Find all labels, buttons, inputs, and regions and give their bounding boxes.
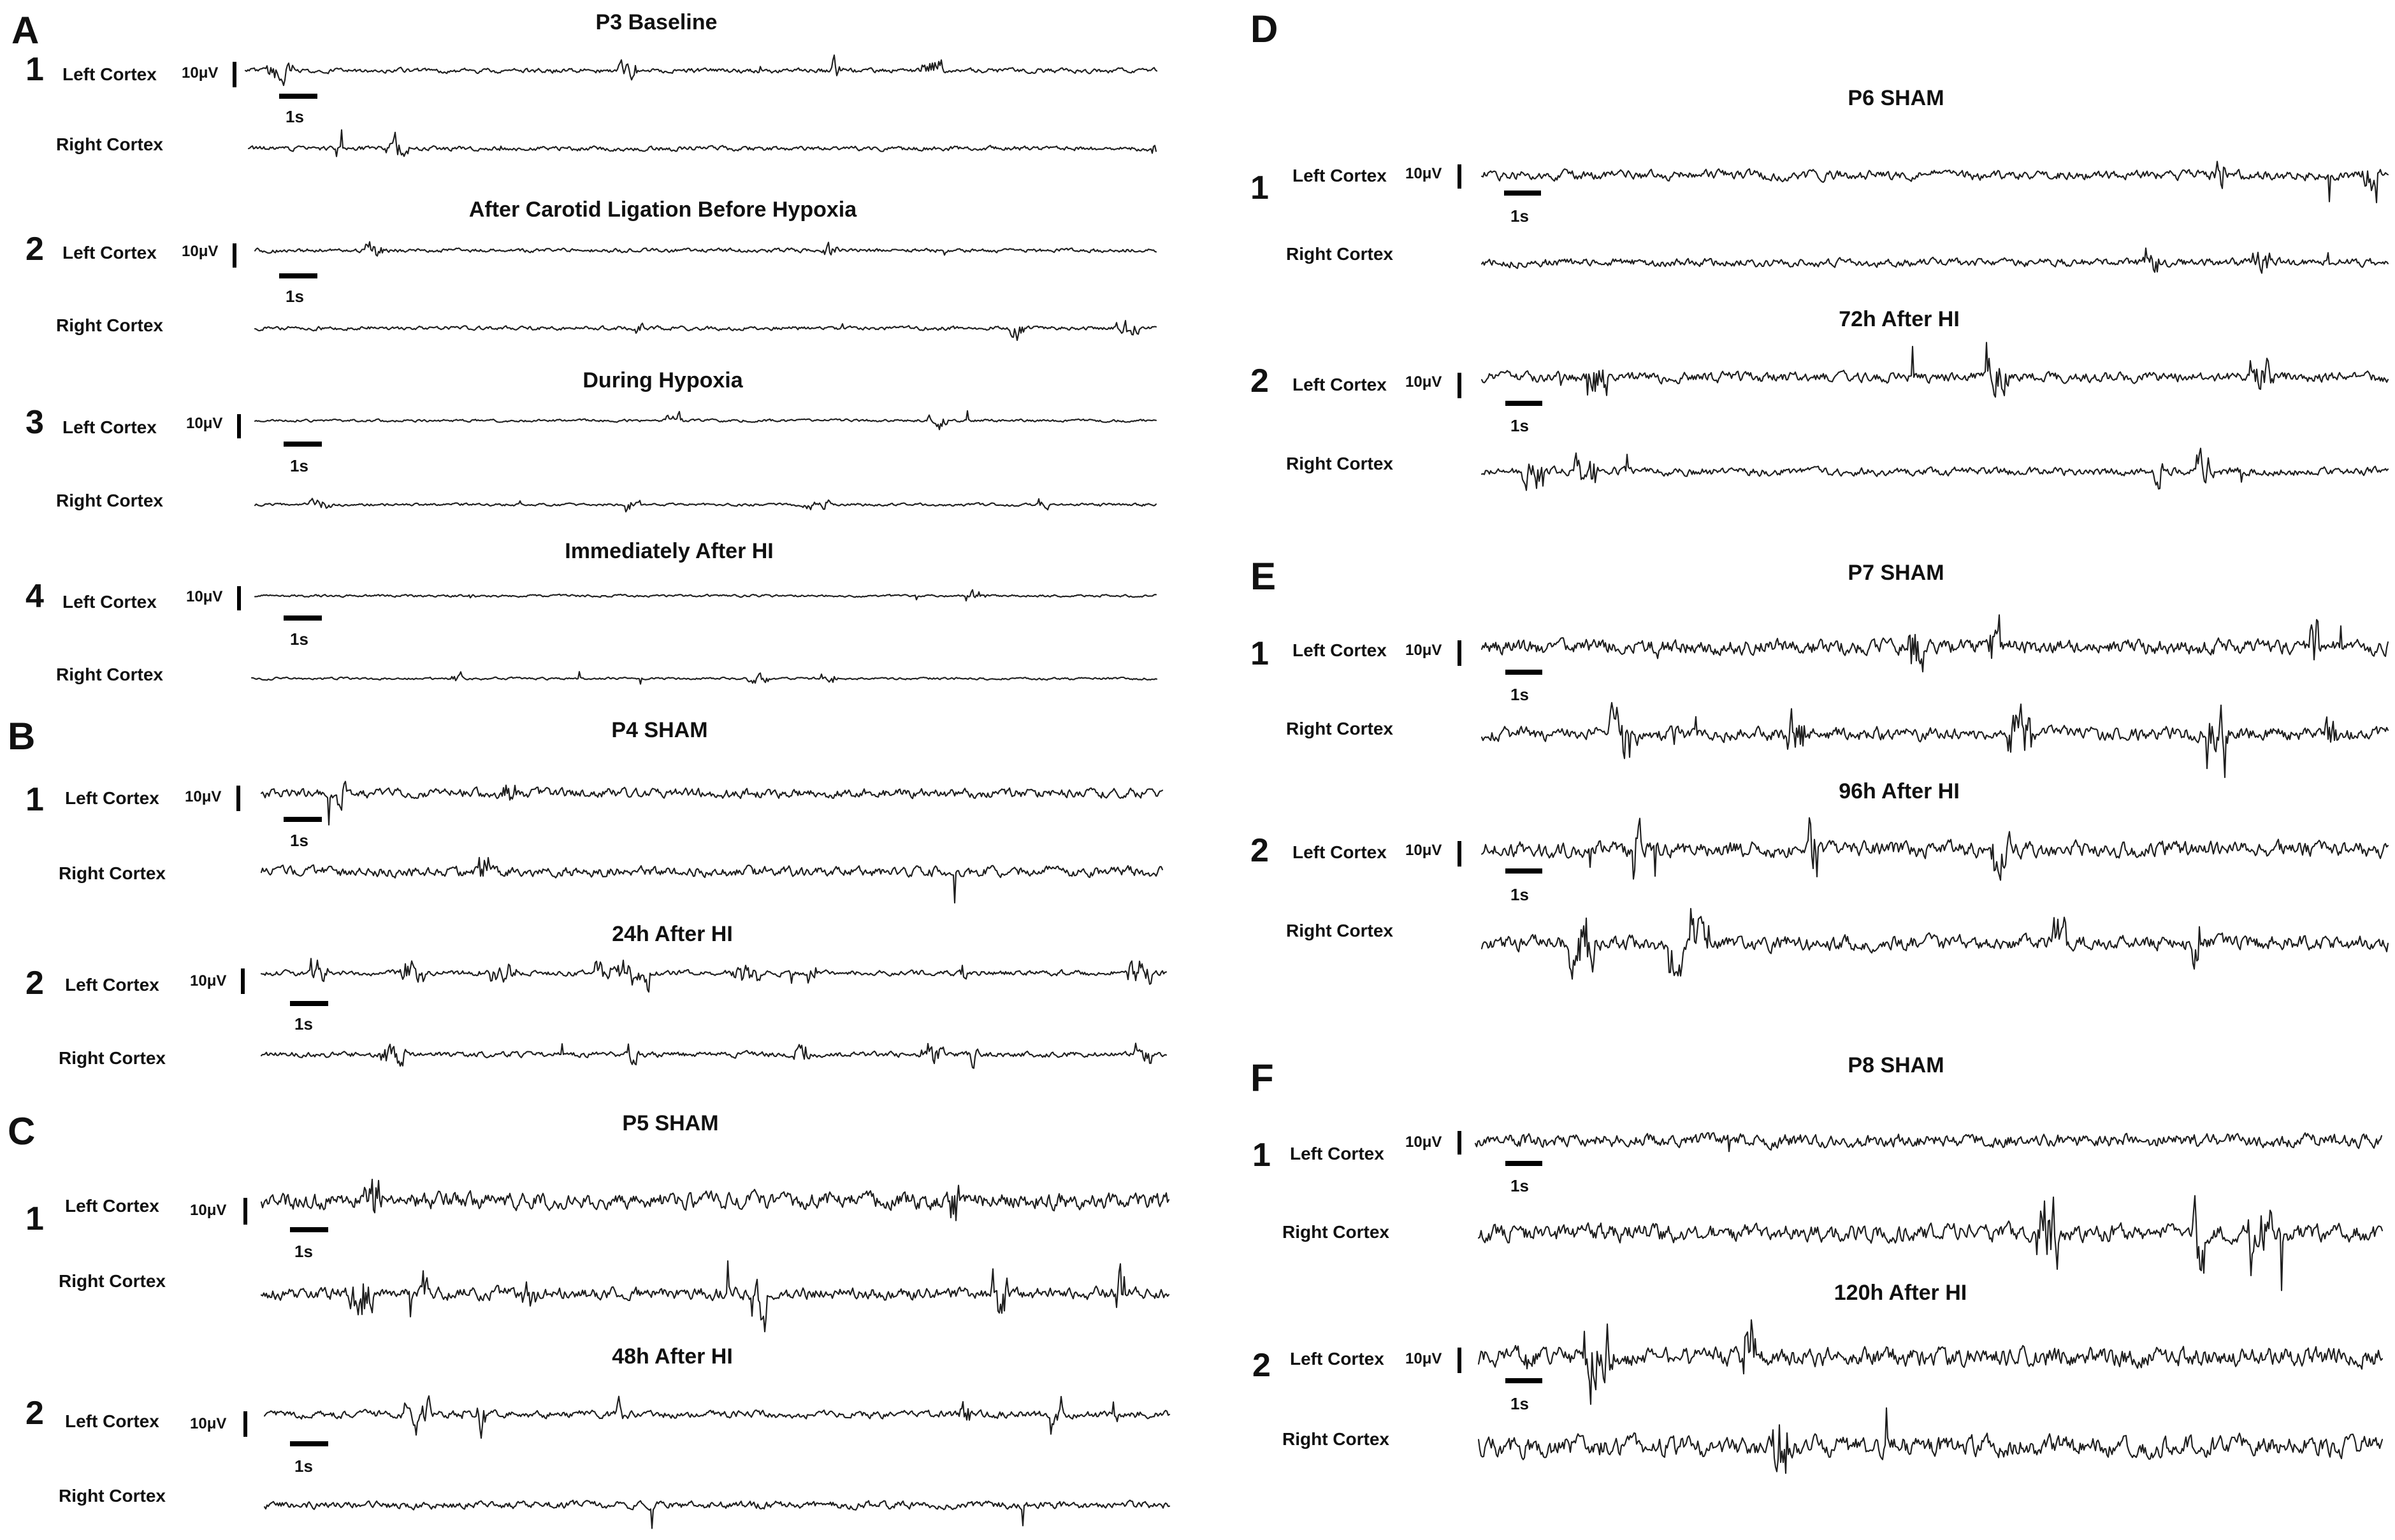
panel-letter-f: F: [1250, 1056, 1274, 1099]
panel-letter-d: D: [1250, 8, 1278, 50]
recording-title: During Hypoxia: [582, 368, 743, 392]
right-cortex-label: Right Cortex: [59, 1048, 166, 1068]
left-cortex-label: Left Cortex: [1292, 166, 1387, 185]
recording-title: 96h After HI: [1839, 779, 1960, 803]
recording-number: 2: [25, 1395, 44, 1432]
recording-number: 1: [1252, 1137, 1271, 1174]
eeg-trace-left-cortex: [255, 242, 1156, 256]
eeg-trace-left-cortex: [1475, 1133, 2382, 1151]
amplitude-scale-label: 10μV: [186, 588, 223, 605]
amplitude-scale-label: 10μV: [1405, 1133, 1442, 1151]
recording-number: 2: [25, 231, 44, 268]
recording-number: 1: [1250, 169, 1269, 206]
right-cortex-label: Right Cortex: [1286, 244, 1393, 264]
amplitude-scale-label: 10μV: [1405, 1350, 1442, 1367]
eeg-trace-right-cortex: [1482, 909, 2388, 979]
amplitude-scale-label: 10μV: [190, 1415, 227, 1432]
recording-title: P8 SHAM: [1848, 1053, 1944, 1077]
left-cortex-label: Left Cortex: [65, 1411, 159, 1431]
recording-title: 120h After HI: [1834, 1281, 1967, 1305]
left-cortex-label: Left Cortex: [1292, 375, 1387, 394]
recording-title: Immediately After HI: [565, 539, 774, 563]
amplitude-scale-label: 10μV: [186, 415, 223, 432]
right-cortex-label: Right Cortex: [1286, 921, 1393, 940]
time-scale-label: 1s: [290, 456, 308, 475]
recording-number: 2: [25, 965, 44, 1002]
amplitude-scale-label: 10μV: [182, 64, 219, 82]
eeg-trace-left-cortex: [261, 958, 1166, 991]
eeg-trace-left-cortex: [245, 55, 1157, 86]
time-scale-label: 1s: [286, 287, 304, 306]
amplitude-scale-label: 10μV: [182, 243, 219, 260]
recording-title: P7 SHAM: [1848, 561, 1944, 585]
recording-number: 1: [25, 1200, 44, 1237]
time-scale-label: 1s: [286, 107, 304, 126]
right-cortex-label: Right Cortex: [56, 665, 163, 684]
eeg-trace-left-cortex: [261, 782, 1162, 825]
amplitude-scale-label: 10μV: [1405, 165, 1442, 182]
recording-title: 72h After HI: [1839, 307, 1960, 331]
left-cortex-label: Left Cortex: [1290, 1349, 1384, 1369]
eeg-trace-right-cortex: [1479, 1408, 2382, 1473]
recording-number: 1: [1250, 635, 1269, 672]
recording-title: 48h After HI: [612, 1344, 733, 1369]
eeg-trace-right-cortex: [261, 1043, 1166, 1068]
eeg-trace-left-cortex: [1482, 161, 2388, 203]
eeg-trace-right-cortex: [261, 1261, 1169, 1332]
right-cortex-label: Right Cortex: [56, 491, 163, 510]
amplitude-scale-label: 10μV: [190, 1202, 227, 1219]
eeg-trace-left-cortex: [1482, 615, 2388, 672]
eeg-trace-left-cortex: [1482, 818, 2388, 881]
time-scale-label: 1s: [1510, 416, 1529, 435]
eeg-trace-left-cortex: [261, 1179, 1169, 1221]
time-scale-label: 1s: [290, 630, 308, 649]
right-cortex-label: Right Cortex: [1286, 719, 1393, 738]
time-scale-label: 1s: [1510, 885, 1529, 904]
eeg-trace-left-cortex: [255, 411, 1156, 429]
right-cortex-label: Right Cortex: [56, 315, 163, 335]
left-cortex-label: Left Cortex: [1290, 1144, 1384, 1163]
time-scale-label: 1s: [294, 1014, 313, 1033]
eeg-trace-right-cortex: [264, 1500, 1169, 1529]
left-cortex-label: Left Cortex: [65, 975, 159, 995]
time-scale-label: 1s: [1510, 206, 1529, 226]
eeg-trace-right-cortex: [1482, 248, 2388, 273]
left-cortex-label: Left Cortex: [62, 243, 157, 263]
left-cortex-label: Left Cortex: [62, 64, 157, 84]
left-cortex-label: Left Cortex: [65, 1196, 159, 1216]
recording-title: After Carotid Ligation Before Hypoxia: [468, 198, 857, 222]
right-cortex-label: Right Cortex: [1282, 1222, 1389, 1242]
panel-letter-c: C: [8, 1110, 36, 1153]
recording-title: P5 SHAM: [622, 1111, 719, 1135]
time-scale-label: 1s: [1510, 685, 1529, 704]
right-cortex-label: Right Cortex: [1286, 454, 1393, 473]
panel-letter-e: E: [1250, 555, 1277, 598]
amplitude-scale-label: 10μV: [1405, 642, 1442, 659]
eeg-trace-left-cortex: [264, 1396, 1169, 1438]
recording-title: 24h After HI: [612, 922, 733, 946]
eeg-trace-right-cortex: [252, 672, 1157, 684]
recording-title: P6 SHAM: [1848, 86, 1944, 110]
left-cortex-label: Left Cortex: [1292, 842, 1387, 862]
panel-letter-a: A: [11, 9, 40, 52]
right-cortex-label: Right Cortex: [59, 1486, 166, 1506]
left-cortex-label: Left Cortex: [62, 592, 157, 612]
left-cortex-label: Left Cortex: [1292, 640, 1387, 660]
amplitude-scale-label: 10μV: [185, 788, 222, 805]
recording-number: 2: [1252, 1347, 1271, 1384]
left-cortex-label: Left Cortex: [65, 788, 159, 808]
right-cortex-label: Right Cortex: [59, 1271, 166, 1291]
eeg-trace-right-cortex: [1479, 1196, 2382, 1291]
recording-number: 1: [25, 781, 44, 818]
time-scale-label: 1s: [294, 1457, 313, 1476]
eeg-trace-right-cortex: [1482, 703, 2388, 777]
eeg-trace-left-cortex: [1482, 343, 2388, 398]
recording-number: 3: [25, 404, 44, 441]
right-cortex-label: Right Cortex: [1282, 1429, 1389, 1449]
eeg-trace-right-cortex: [1482, 449, 2388, 491]
right-cortex-label: Right Cortex: [59, 863, 166, 883]
eeg-trace-right-cortex: [261, 858, 1162, 903]
eeg-trace-right-cortex: [249, 130, 1156, 157]
panel-letter-b: B: [8, 715, 36, 758]
time-scale-label: 1s: [1510, 1394, 1529, 1413]
amplitude-scale-label: 10μV: [190, 972, 227, 989]
recording-number: 1: [25, 51, 44, 88]
recording-number: 4: [25, 578, 44, 615]
right-cortex-label: Right Cortex: [56, 134, 163, 154]
time-scale-label: 1s: [294, 1242, 313, 1261]
eeg-trace-right-cortex: [255, 320, 1156, 340]
time-scale-label: 1s: [290, 831, 308, 850]
recording-number: 2: [1250, 832, 1269, 869]
amplitude-scale-label: 10μV: [1405, 373, 1442, 391]
eeg-trace-left-cortex: [255, 590, 1156, 601]
recording-number: 2: [1250, 363, 1269, 399]
recording-title: P3 Baseline: [595, 10, 718, 34]
eeg-trace-left-cortex: [1479, 1320, 2382, 1404]
time-scale-label: 1s: [1510, 1176, 1529, 1195]
left-cortex-label: Left Cortex: [62, 417, 157, 437]
eeg-trace-right-cortex: [255, 498, 1156, 512]
recording-title: P4 SHAM: [611, 718, 708, 742]
amplitude-scale-label: 10μV: [1405, 842, 1442, 859]
